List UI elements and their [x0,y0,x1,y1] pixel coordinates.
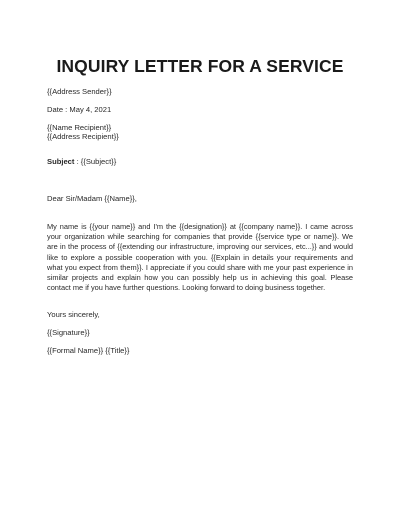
signature: {{Signature}} [47,328,90,337]
date-line [47,105,111,115]
closing: Yours sincerely, [47,310,100,319]
letter-title: INQUIRY LETTER FOR A SERVICE [56,56,344,76]
salutation: Dear Sir/Madam {{Name}}, [47,194,137,203]
subject-value: : {{Subject}} [76,157,117,166]
date-value: : May 4, 2021 [65,105,112,114]
address-sender: {{Address Sender}} [47,87,112,96]
name-recipient: {{Name Recipient}} [47,123,112,132]
subject-line [47,157,116,167]
date-label: Date [47,105,64,114]
subject-label: Subject [47,157,75,166]
letter-body: My name is {{your name}} and I'm the {{designation}} at {{company name}}. I came across your organization while searching for companies that provide {{service type or name}}. We are in the process of {{extending our infrastructure, improving our services, etc...}} and would like to explore a possible cooperation with you. {{Explain in details your requirements and what you expect from them}}. I appreciate if you could share with me your past experience in similar projects and explain how you can possibly help us in achieving this goal. Please contact me if you have further questions. Looking forward to doing business together. [47,222,353,293]
address-recipient: {{Address Recipient}} [47,132,119,141]
formal-name-title: {{Formal Name}} {{Title}} [47,346,130,355]
